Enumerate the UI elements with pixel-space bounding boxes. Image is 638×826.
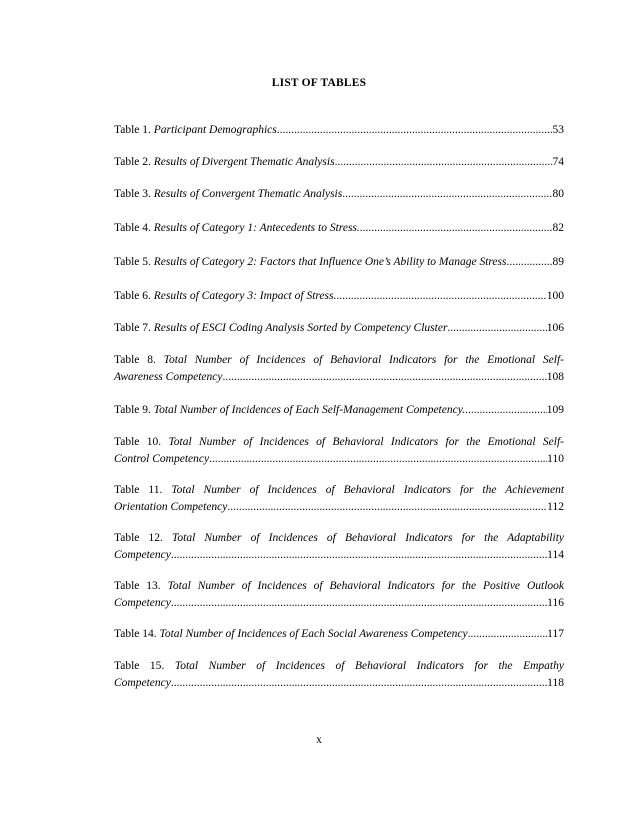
entry-label: Table 8.	[114, 354, 156, 366]
entry-page: 110	[547, 453, 564, 465]
entry-title-line1: Total Number of Incidences of Behavioral Indicators for the Emotional Self-	[163, 354, 564, 366]
entry-title-line2: Competency	[114, 597, 171, 609]
toc-entry-table-13[interactable]	[114, 578, 564, 612]
toc-entry-table-5[interactable]	[114, 254, 564, 271]
dot-leader	[447, 320, 546, 337]
dot-leader	[507, 254, 553, 271]
entry-page: 108	[546, 371, 564, 383]
entry-page: 112	[547, 501, 564, 513]
entry-title-line1: Total Number of Incidences of Behavioral Indicators for the Empathy	[174, 660, 564, 672]
entry-page: 106	[546, 322, 564, 334]
page-title: LIST OF TABLES	[271, 77, 367, 89]
entry-label: Table 11.	[114, 484, 163, 496]
entry-title-line2: Competency	[114, 549, 171, 561]
entry-page: 74	[552, 156, 564, 168]
dot-leader	[342, 186, 552, 203]
entry-title: Results of ESCI Coding Analysis Sorted by Competency Cluster	[153, 322, 448, 334]
entry-label: Table 9.	[114, 404, 151, 416]
entry-page: 100	[546, 290, 564, 302]
dot-leader	[336, 288, 546, 305]
toc-entry-table-9[interactable]	[114, 402, 564, 419]
entry-page: 116	[547, 597, 564, 609]
entry-page: 109	[546, 404, 564, 416]
entry-label: Table 5.	[114, 256, 151, 268]
entry-title-line2: Awareness Competency	[114, 371, 223, 383]
dot-leader	[335, 154, 553, 171]
entry-title-line1: Total Number of Incidences of Behavioral Indicators for the Adaptability	[172, 532, 565, 544]
entry-label: Table 7.	[114, 322, 151, 334]
entry-title: Results of Category 3: Impact of Stress.	[153, 290, 337, 302]
toc-entry-table-15[interactable]	[114, 658, 564, 692]
toc-entry-table-1[interactable]	[114, 122, 564, 139]
toc-entry-table-4[interactable]	[114, 220, 564, 237]
dot-leader	[171, 547, 547, 564]
entry-label: Table 10.	[114, 436, 162, 448]
dot-leader	[277, 122, 553, 139]
entry-page: 53	[552, 124, 564, 136]
entry-title-line1: Total Number of Incidences of Behavioral Indicators for the Achievement	[171, 484, 565, 496]
toc-entry-table-2[interactable]	[114, 154, 564, 171]
entry-title-line2: Competency	[114, 677, 171, 689]
dot-leader	[227, 499, 547, 516]
toc-entry-table-7[interactable]	[114, 320, 564, 337]
toc-entry-table-12[interactable]	[114, 530, 564, 564]
entry-title: Participant Demographics	[153, 124, 277, 136]
entry-label: Table 12.	[114, 532, 163, 544]
entry-title: Results of Category 2: Factors that Influence One’s Ability to Manage Stress	[153, 256, 507, 268]
entry-label: Table 15.	[114, 660, 165, 672]
dot-leader	[465, 402, 547, 419]
toc-entry-table-6[interactable]	[114, 288, 564, 305]
entry-title-line2: Control Competency	[114, 453, 210, 465]
entry-label: Table 14.	[114, 628, 157, 640]
dot-leader	[468, 626, 548, 643]
toc-entry-table-3[interactable]	[114, 186, 564, 203]
dot-leader	[360, 220, 553, 237]
entry-title: Total Number of Incidences of Each Social Awareness Competency	[159, 628, 468, 640]
entry-label: Table 2.	[114, 156, 151, 168]
toc-entry-table-14[interactable]	[114, 626, 564, 643]
entry-page: 118	[547, 677, 564, 689]
toc-entry-table-8[interactable]	[114, 352, 564, 386]
toc-entry-table-10[interactable]	[114, 434, 564, 468]
entry-label: Table 1.	[114, 124, 151, 136]
entry-title-line1: Total Number of Incidences of Behavioral Indicators for the Emotional Self-	[168, 436, 564, 448]
entry-label: Table 13.	[114, 580, 161, 592]
entry-page: 114	[547, 549, 564, 561]
entry-title-line1: Total Number of Incidences of Behavioral Indicators for the Positive Outlook	[167, 580, 564, 592]
entry-label: Table 3.	[114, 188, 151, 200]
entry-label: Table 4.	[114, 222, 151, 234]
entry-title: Total Number of Incidences of Each Self-Management Competency.	[153, 404, 466, 416]
entry-page: 80	[552, 188, 564, 200]
dot-leader	[171, 595, 547, 612]
dot-leader	[171, 675, 547, 692]
entry-title-line2: Orientation Competency	[114, 501, 228, 513]
entry-page: 117	[547, 628, 564, 640]
entry-page: 82	[552, 222, 564, 234]
entry-page: 89	[552, 256, 564, 268]
entry-label: Table 6.	[114, 290, 151, 302]
page-number: x	[316, 734, 322, 746]
toc-entry-table-11[interactable]	[114, 482, 564, 516]
dot-leader	[209, 451, 547, 468]
entry-title: Results of Category 1: Antecedents to Stress.	[153, 222, 360, 234]
entry-title: Results of Convergent Thematic Analysis	[153, 188, 343, 200]
entry-title: Results of Divergent Thematic Analysis	[153, 156, 335, 168]
dot-leader	[222, 369, 546, 386]
